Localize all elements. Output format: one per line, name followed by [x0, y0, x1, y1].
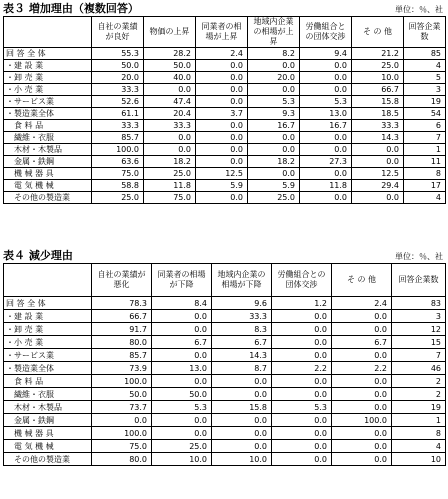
table-cell: 0.0 — [332, 310, 392, 323]
table-cell: 18.5 — [352, 108, 404, 120]
table-cell: 0.0 — [212, 414, 272, 427]
row-label: 回 答 全 体 — [4, 297, 92, 310]
row-label: ・製造業全体 — [4, 108, 92, 120]
table-cell: 91.7 — [92, 323, 152, 336]
table3-header-cell: 同業者の相場が上昇 — [196, 17, 248, 48]
table-cell: 0.0 — [352, 192, 404, 204]
table-cell: 0.0 — [212, 375, 272, 388]
table-cell: 75.0 — [144, 192, 196, 204]
table-cell: 0.0 — [272, 310, 332, 323]
table-cell: 0.0 — [272, 323, 332, 336]
table-cell: 6 — [404, 120, 446, 132]
table-cell: 4 — [404, 192, 446, 204]
table-cell: 80.0 — [92, 336, 152, 349]
table-cell: 66.7 — [352, 84, 404, 96]
table-cell: 0.0 — [272, 453, 332, 466]
table-cell: 8.3 — [212, 323, 272, 336]
table-cell: 18.2 — [248, 156, 300, 168]
table-cell: 63.6 — [92, 156, 144, 168]
row-label: ・サービス業 — [4, 349, 92, 362]
table-cell: 50.0 — [144, 60, 196, 72]
row-label: 繊維・衣服 — [4, 388, 92, 401]
table-cell: 75.0 — [92, 440, 152, 453]
table-cell: 0.0 — [332, 375, 392, 388]
table-cell: 40.0 — [144, 72, 196, 84]
table-cell: 33.3 — [212, 310, 272, 323]
table-cell: 0.0 — [332, 323, 392, 336]
table-row — [4, 388, 446, 401]
table-cell: 6.7 — [332, 336, 392, 349]
table-cell: 9.3 — [248, 108, 300, 120]
table-row — [4, 120, 446, 132]
table3-caption — [3, 2, 445, 16]
table-cell: 50.0 — [152, 388, 212, 401]
table-cell: 0.0 — [152, 375, 212, 388]
row-label: ・建 設 業 — [4, 60, 92, 72]
table-cell: 0.0 — [196, 144, 248, 156]
table-cell: 100.0 — [92, 144, 144, 156]
table-cell: 2 — [392, 375, 446, 388]
table-cell: 6.7 — [212, 336, 272, 349]
table-cell: 16.7 — [248, 120, 300, 132]
table-cell: 0.0 — [212, 440, 272, 453]
table-cell: 0.0 — [212, 427, 272, 440]
table-cell: 3.7 — [196, 108, 248, 120]
table-cell: 0.0 — [332, 401, 392, 414]
row-label: ・卸 売 業 — [4, 323, 92, 336]
table-cell: 0.0 — [152, 310, 212, 323]
table4-header-cell: 同業者の相場が下降 — [152, 264, 212, 297]
table-cell: 15 — [392, 336, 446, 349]
table-row — [4, 192, 446, 204]
table-row — [4, 60, 446, 72]
table-cell: 11.8 — [144, 180, 196, 192]
table-cell: 19 — [392, 401, 446, 414]
table-cell: 5.9 — [196, 180, 248, 192]
table-cell: 4 — [404, 60, 446, 72]
table-cell: 2.4 — [196, 48, 248, 60]
table4-header-cell: 回答企業数 — [392, 264, 446, 297]
table-cell: 0.0 — [272, 336, 332, 349]
table-cell: 0.0 — [332, 440, 392, 453]
table4-header-cell: 自社の業績が悪化 — [92, 264, 152, 297]
table-cell: 0.0 — [272, 427, 332, 440]
row-label: 電 気 機 械 — [4, 180, 92, 192]
table3-header-row — [4, 17, 446, 48]
table-cell: 100.0 — [92, 427, 152, 440]
table3-unit: 単位：％、社 — [395, 5, 443, 14]
table4-unit: 単位：％、社 — [395, 252, 443, 261]
table-cell: 75.0 — [92, 168, 144, 180]
table-cell: 55.3 — [92, 48, 144, 60]
table-cell: 5.3 — [272, 401, 332, 414]
table-cell: 33.3 — [352, 120, 404, 132]
table-cell: 85.7 — [92, 132, 144, 144]
table3-body — [4, 48, 446, 204]
table-row — [4, 440, 446, 453]
table3-header-cell: そ の 他 — [352, 17, 404, 48]
table-cell: 47.4 — [144, 96, 196, 108]
table3-header-cell: 物価の上昇 — [144, 17, 196, 48]
table3-title: 表３ 増加理由（複数回答） — [3, 2, 139, 15]
table4-header-cell: 地域内企業の相場が下降 — [212, 264, 272, 297]
table-cell: 50.0 — [92, 60, 144, 72]
table-row — [4, 180, 446, 192]
table-cell: 85.7 — [92, 349, 152, 362]
table-cell: 18.2 — [144, 156, 196, 168]
table3-block — [3, 2, 445, 204]
table-cell: 61.1 — [92, 108, 144, 120]
table3-header-cell: 自社の業績が良好 — [92, 17, 144, 48]
table-cell: 0.0 — [152, 349, 212, 362]
table-cell: 25.0 — [152, 440, 212, 453]
table-cell: 1 — [404, 144, 446, 156]
table-cell: 1 — [392, 414, 446, 427]
table-cell: 9.6 — [212, 297, 272, 310]
row-label: 食 料 品 — [4, 120, 92, 132]
table-cell: 83 — [392, 297, 446, 310]
table-cell: 29.4 — [352, 180, 404, 192]
table-cell: 8.4 — [152, 297, 212, 310]
table-cell: 27.3 — [300, 156, 352, 168]
table-cell: 10 — [392, 453, 446, 466]
table-cell: 11.8 — [300, 180, 352, 192]
table-cell: 0.0 — [196, 60, 248, 72]
table-row — [4, 375, 446, 388]
table-cell: 73.7 — [92, 401, 152, 414]
table4 — [3, 263, 446, 466]
table-cell: 20.4 — [144, 108, 196, 120]
table-row — [4, 336, 446, 349]
table-cell: 8.7 — [212, 362, 272, 375]
table-cell: 52.6 — [92, 96, 144, 108]
table-cell: 58.8 — [92, 180, 144, 192]
table-cell: 25.0 — [92, 192, 144, 204]
table-row — [4, 144, 446, 156]
table-cell: 0.0 — [332, 453, 392, 466]
table-cell: 7 — [392, 349, 446, 362]
table-cell: 0.0 — [272, 375, 332, 388]
table-row — [4, 72, 446, 84]
table-cell: 100.0 — [332, 414, 392, 427]
table3-header-cell: 地域内企業の相場が上昇 — [248, 17, 300, 48]
table-row — [4, 96, 446, 108]
table4-header-cell: 労働組合との団体交渉 — [272, 264, 332, 297]
table3-header-cell: 労働組合との団体交渉 — [300, 17, 352, 48]
table-cell: 15.8 — [212, 401, 272, 414]
table-cell: 12.5 — [196, 168, 248, 180]
row-label: ・製造業全体 — [4, 362, 92, 375]
table-cell: 25.0 — [352, 60, 404, 72]
table-cell: 19 — [404, 96, 446, 108]
table-cell: 5.9 — [248, 180, 300, 192]
table-cell: 33.3 — [92, 120, 144, 132]
row-label: 金属・鉄鋼 — [4, 156, 92, 168]
table-cell: 8 — [404, 168, 446, 180]
table-cell: 0.0 — [92, 414, 152, 427]
table4-header-row — [4, 264, 446, 297]
table-cell: 0.0 — [196, 192, 248, 204]
table-cell: 0.0 — [332, 349, 392, 362]
table4-block — [3, 249, 445, 466]
table-cell: 2 — [392, 388, 446, 401]
table-cell: 80.0 — [92, 453, 152, 466]
table-cell: 0.0 — [300, 144, 352, 156]
table-cell: 0.0 — [300, 192, 352, 204]
table-cell: 6.7 — [152, 336, 212, 349]
table-cell: 46 — [392, 362, 446, 375]
row-label: 機 械 器 具 — [4, 168, 92, 180]
table3-header-cell — [4, 17, 92, 48]
table-cell: 78.3 — [92, 297, 152, 310]
row-label: 機 械 器 具 — [4, 427, 92, 440]
table3 — [3, 16, 446, 204]
table-row — [4, 310, 446, 323]
table-cell: 10.0 — [212, 453, 272, 466]
table-cell: 0.0 — [272, 414, 332, 427]
table-cell: 0.0 — [144, 132, 196, 144]
table-cell: 21.2 — [352, 48, 404, 60]
table-cell: 9.4 — [300, 48, 352, 60]
table-cell: 0.0 — [332, 388, 392, 401]
table-cell: 5.3 — [248, 96, 300, 108]
table-cell: 15.8 — [352, 96, 404, 108]
table-cell: 12.5 — [352, 168, 404, 180]
table-cell: 1.2 — [272, 297, 332, 310]
row-label: 食 料 品 — [4, 375, 92, 388]
table-cell: 0.0 — [300, 60, 352, 72]
row-label: ・建 設 業 — [4, 310, 92, 323]
table-cell: 2.2 — [272, 362, 332, 375]
row-label: ・小 売 業 — [4, 84, 92, 96]
table-cell: 0.0 — [300, 132, 352, 144]
table-row — [4, 453, 446, 466]
table4-header-cell: そ の 他 — [332, 264, 392, 297]
table-cell: 14.3 — [212, 349, 272, 362]
table-cell: 25.0 — [144, 168, 196, 180]
row-label: ・卸 売 業 — [4, 72, 92, 84]
table-cell: 7 — [404, 132, 446, 144]
table-row — [4, 168, 446, 180]
table-cell: 0.0 — [300, 72, 352, 84]
table-cell: 0.0 — [300, 168, 352, 180]
table-cell: 3 — [404, 84, 446, 96]
table-cell: 16.7 — [300, 120, 352, 132]
table-cell: 0.0 — [248, 144, 300, 156]
table-cell: 0.0 — [196, 120, 248, 132]
table-cell: 5 — [404, 72, 446, 84]
table-cell: 33.3 — [144, 120, 196, 132]
table-row — [4, 156, 446, 168]
table-row — [4, 323, 446, 336]
table-cell: 0.0 — [196, 72, 248, 84]
table-cell: 8 — [392, 427, 446, 440]
table-row — [4, 362, 446, 375]
table-row — [4, 297, 446, 310]
table-cell: 4 — [392, 440, 446, 453]
table-cell: 0.0 — [152, 323, 212, 336]
table-cell: 0.0 — [352, 156, 404, 168]
table-cell: 0.0 — [332, 427, 392, 440]
table-cell: 10.0 — [352, 72, 404, 84]
table-cell: 12 — [392, 323, 446, 336]
table-cell: 0.0 — [248, 132, 300, 144]
table-cell: 20.0 — [248, 72, 300, 84]
table-cell: 0.0 — [144, 144, 196, 156]
table-cell: 0.0 — [196, 132, 248, 144]
table4-header-cell — [4, 264, 92, 297]
table-cell: 5.3 — [152, 401, 212, 414]
row-label: 回 答 全 体 — [4, 48, 92, 60]
table-cell: 0.0 — [300, 84, 352, 96]
row-label: 繊維・衣服 — [4, 132, 92, 144]
table-row — [4, 349, 446, 362]
table-row — [4, 108, 446, 120]
table-cell: 0.0 — [212, 388, 272, 401]
table-cell: 11 — [404, 156, 446, 168]
table-cell: 2.2 — [332, 362, 392, 375]
row-label: ・小 売 業 — [4, 336, 92, 349]
table-cell: 13.0 — [152, 362, 212, 375]
table-cell: 17 — [404, 180, 446, 192]
table-cell: 0.0 — [272, 440, 332, 453]
table-cell: 66.7 — [92, 310, 152, 323]
row-label: 電 気 機 械 — [4, 440, 92, 453]
table-cell: 0.0 — [152, 414, 212, 427]
table-cell: 0.0 — [352, 144, 404, 156]
table-cell: 25.0 — [248, 192, 300, 204]
table-cell: 2.4 — [332, 297, 392, 310]
table-cell: 14.3 — [352, 132, 404, 144]
table-cell: 54 — [404, 108, 446, 120]
table-cell: 5.3 — [300, 96, 352, 108]
table-cell: 100.0 — [92, 375, 152, 388]
table-cell: 0.0 — [152, 427, 212, 440]
table-cell: 0.0 — [272, 349, 332, 362]
table-cell: 50.0 — [92, 388, 152, 401]
row-label: 木材・木製品 — [4, 401, 92, 414]
table-cell: 73.9 — [92, 362, 152, 375]
row-label: その他の製造業 — [4, 192, 92, 204]
table-cell: 0.0 — [196, 156, 248, 168]
table-cell: 13.0 — [300, 108, 352, 120]
table4-body — [4, 297, 446, 466]
table-cell: 8.2 — [248, 48, 300, 60]
table-cell: 0.0 — [248, 60, 300, 72]
table-cell: 85 — [404, 48, 446, 60]
table-row — [4, 84, 446, 96]
table-cell: 20.0 — [92, 72, 144, 84]
table-cell: 3 — [392, 310, 446, 323]
row-label: その他の製造業 — [4, 453, 92, 466]
table-cell: 33.3 — [92, 84, 144, 96]
table-cell: 0.0 — [144, 84, 196, 96]
table-cell: 0.0 — [272, 388, 332, 401]
table-row — [4, 414, 446, 427]
table-row — [4, 132, 446, 144]
table-row — [4, 427, 446, 440]
row-label: 金属・鉄鋼 — [4, 414, 92, 427]
row-label: ・サービス業 — [4, 96, 92, 108]
table4-caption — [3, 249, 445, 263]
table4-title: 表４ 減少理由 — [3, 249, 73, 262]
table-row — [4, 401, 446, 414]
table-cell: 10.0 — [152, 453, 212, 466]
table-cell: 28.2 — [144, 48, 196, 60]
row-label: 木材・木製品 — [4, 144, 92, 156]
table-row — [4, 48, 446, 60]
table-cell: 0.0 — [248, 84, 300, 96]
table-cell: 0.0 — [196, 96, 248, 108]
table-cell: 0.0 — [196, 84, 248, 96]
table-cell: 0.0 — [248, 168, 300, 180]
table3-header-cell: 回答企業数 — [404, 17, 446, 48]
